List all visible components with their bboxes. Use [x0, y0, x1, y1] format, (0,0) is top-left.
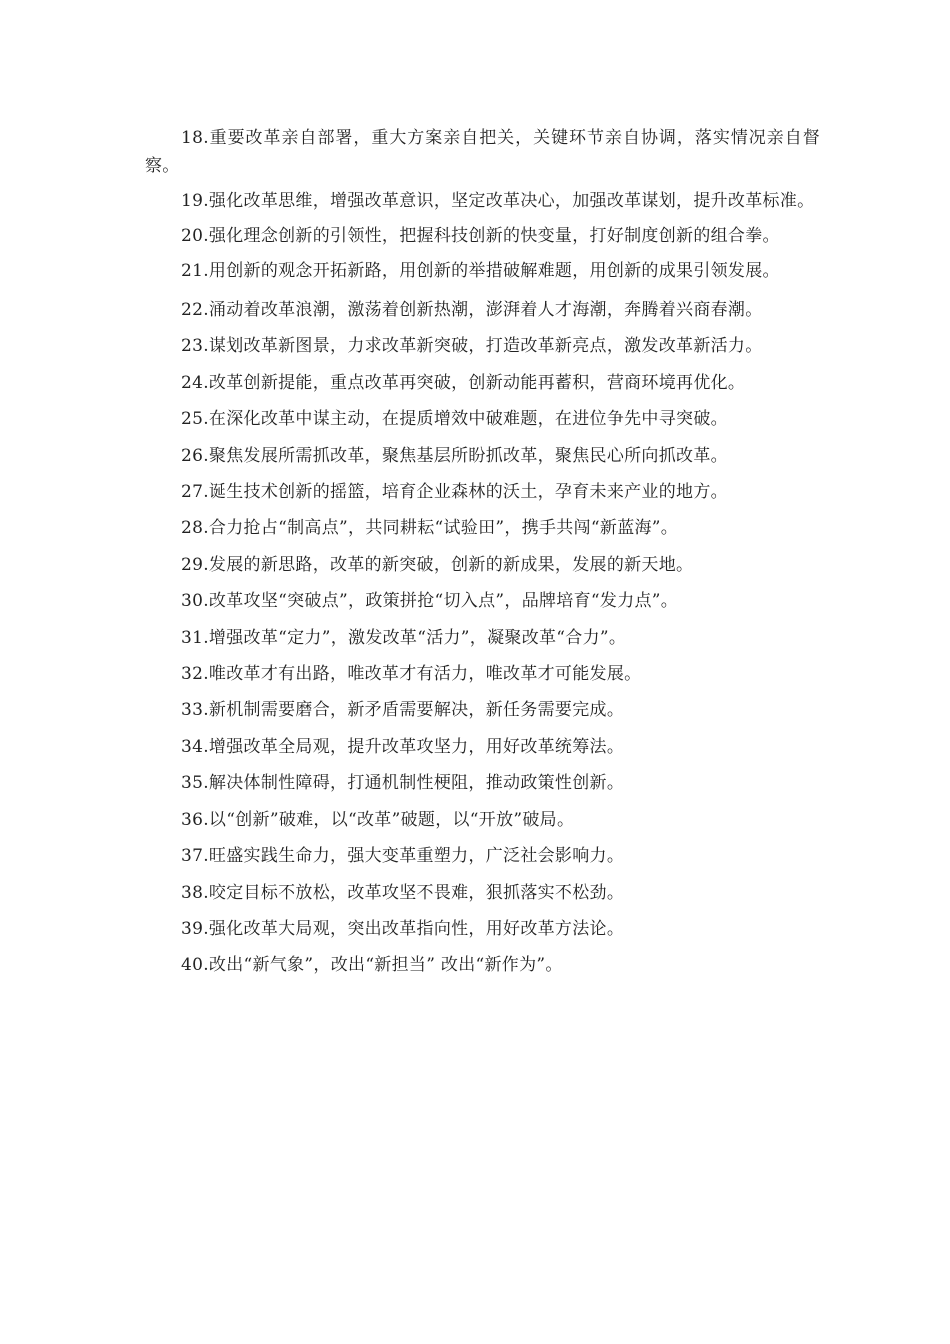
list-item: 19.强化改革思维，增强改革意识，坚定改革决心，加强改革谋划，提升改革标准。	[181, 191, 815, 211]
list-item: 38.咬定目标不放松，改革攻坚不畏难，狠抓落实不松劲。	[181, 882, 625, 903]
list-item: 20.强化理念创新的引领性，把握科技创新的快变量，打好制度创新的组合拳。	[181, 226, 780, 246]
list-item: 37.旺盛实践生命力，强大变革重塑力，广泛社会影响力。	[181, 846, 625, 867]
list-item: 32.唯改革才有出路，唯改革才有活力，唯改革才可能发展。	[181, 664, 642, 685]
list-item: 21.用创新的观念开拓新路，用创新的举措破解难题，用创新的成果引领发展。	[181, 261, 780, 281]
list-item: 23.谋划改革新图景，力求改革新突破，打造改革新亮点，激发改革新活力。	[181, 336, 763, 357]
list-item: 31.增强改革“定力”，激发改革“活力”，凝聚改革“合力”。	[181, 627, 627, 648]
list-item: 35.解决体制性障碍，打通机制性梗阻，推动政策性创新。	[181, 773, 625, 794]
list-item: 34.增强改革全局观，提升改革攻坚力，用好改革统筹法。	[181, 736, 625, 757]
list-item: 36.以“创新”破难，以“改革”破题，以“开放”破局。	[181, 809, 575, 830]
list-item: 40.改出“新气象”，改出“新担当” 改出“新作为”。	[181, 955, 563, 976]
list-item: 39.强化改革大局观，突出改革指向性，用好改革方法论。	[181, 918, 625, 939]
list-item: 24.改革创新提能，重点改革再突破，创新动能再蓄积，营商环境再优化。	[181, 372, 746, 393]
list-item: 28.合力抢占“制高点”，共同耕耘“试验田”，携手共闯“新蓝海”。	[181, 518, 679, 539]
list-item: 25.在深化改革中谋主动，在提质增效中破难题，在进位争先中寻突破。	[181, 409, 728, 430]
list-item: 27.诞生技术创新的摇篮，培育企业森林的沃土，孕育未来产业的地方。	[181, 482, 728, 503]
list-item: 30.改革攻坚“突破点”，政策拼抢“切入点”，品牌培育“发力点”。	[181, 591, 679, 612]
document-body	[145, 124, 820, 984]
list-item: 29.发展的新思路，改革的新突破，创新的新成果，发展的新天地。	[181, 554, 694, 575]
list-item: 33.新机制需要磨合，新矛盾需要解决，新任务需要完成。	[181, 700, 625, 721]
list-item: 18.重要改革亲自部署，重大方案亲自把关，关键环节亲自协调，落实情况亲自督察。	[145, 128, 820, 176]
list-item: 26.聚焦发展所需抓改革，聚焦基层所盼抓改革，聚焦民心所向抓改革。	[181, 445, 728, 466]
list-item: 22.涌动着改革浪潮，激荡着创新热潮，澎湃着人才海潮，奔腾着兴商春潮。	[181, 300, 763, 320]
